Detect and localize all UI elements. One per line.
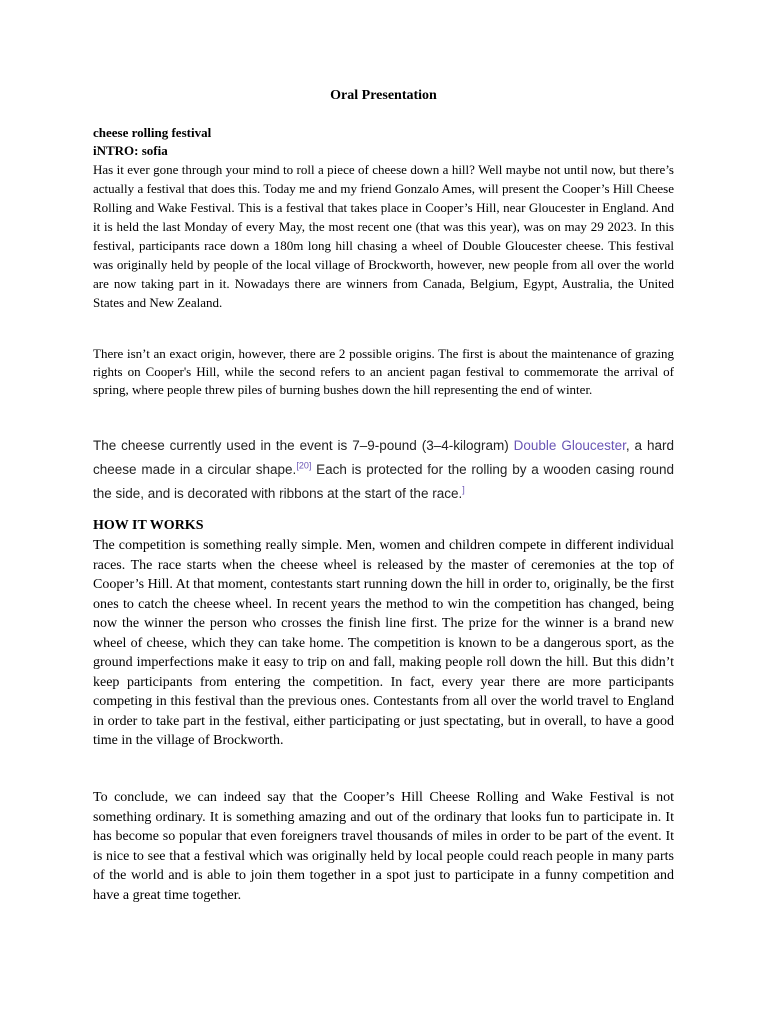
reference-20-link[interactable]: [20] [296, 460, 312, 471]
how-it-works-heading: HOW IT WORKS [93, 518, 204, 533]
cheese-text-part3: Each is protected for the rolling by a wooden casing round the side, and is decorated with ribbons at the start of the race. [93, 462, 674, 501]
intro-heading: iNTRO: sofia [93, 143, 168, 158]
topic-heading: cheese rolling festival [93, 125, 212, 140]
page-title: Oral Presentation [330, 88, 437, 103]
how-it-works-paragraph: The competition is something really simple. Men, women and children compete in different individual races. The race starts when the cheese wheel is released by the master of ceremonies at the top of Cooper’s Hill. At that moment, contestants start running down the hill in order to, originally, be the first ones to catch the cheese wheel. In recent years the method to win the competition has changed, being now the winner the person who crosses the finish line first. The prize for the winner is a brand new wheel of cheese, which they can take home. The competition is known to be a dangerous sport, as the ground imperfections make it easy to trip on and fall, making people roll down the hill. But this didn’t keep participants from entering the competition. In fact, every year there are more participants competing in this festival than the previous ones. Contestants from all over the world travel to England in order to take part in the festival, either participating or just spectating, but in overall, to have a good time in the village of Brockworth. [93, 538, 674, 748]
reference-link[interactable]: ] [462, 484, 465, 495]
cheese-paragraph [93, 434, 674, 506]
intro-section [93, 124, 674, 312]
double-gloucester-link[interactable]: Double Gloucester [513, 438, 626, 453]
cheese-text-part1: The cheese currently used in the event is 7–9-pound (3–4-kilogram) [93, 438, 514, 453]
conclusion-paragraph: To conclude, we can indeed say that the Cooper’s Hill Cheese Rolling and Wake Festival is not something ordinary. It is something amazing and out of the ordinary that looks fun to participate in. It has become so popular that even foreigners travel thousands of miles in order to be part of the event. It is nice to see that a festival which was originally held by local people could reach people in many parts of the world and is able to join them together in a spot just to participate in a funny competition and have a great time together. [93, 790, 674, 903]
origin-paragraph: There isn’t an exact origin, however, there are 2 possible origins. The first is about the maintenance of grazing rights on Cooper's Hill, while the second refers to an ancient pagan festival to commemorate the arrival of spring, where people threw piles of burning bushes down the hill representing the end of winter. [93, 346, 674, 397]
intro-paragraph: Has it ever gone through your mind to roll a piece of cheese down a hill? Well maybe not until now, but there’s actually a festival that does this. Today me and my friend Gonzalo Ames, will present the Cooper’s Hill Cheese Rolling and Wake Festival. This is a festival that takes place in Cooper’s Hill, near Gloucester in England. And it is held the last Monday of every May, the most recent one (that was this year), was on may 29 2023. In this festival, participants race down a 180m long hill chasing a wheel of Double Gloucester cheese. This festival was originally held by people of the local village of Brockworth, however, new people from all over the world are now taking part in it. Nowadays there are winners from Canada, Belgium, Egypt, Australia, the United States and New Zealand. [93, 162, 674, 310]
cheese-text-part2: , a hard cheese made in a circular shape. [93, 438, 674, 477]
